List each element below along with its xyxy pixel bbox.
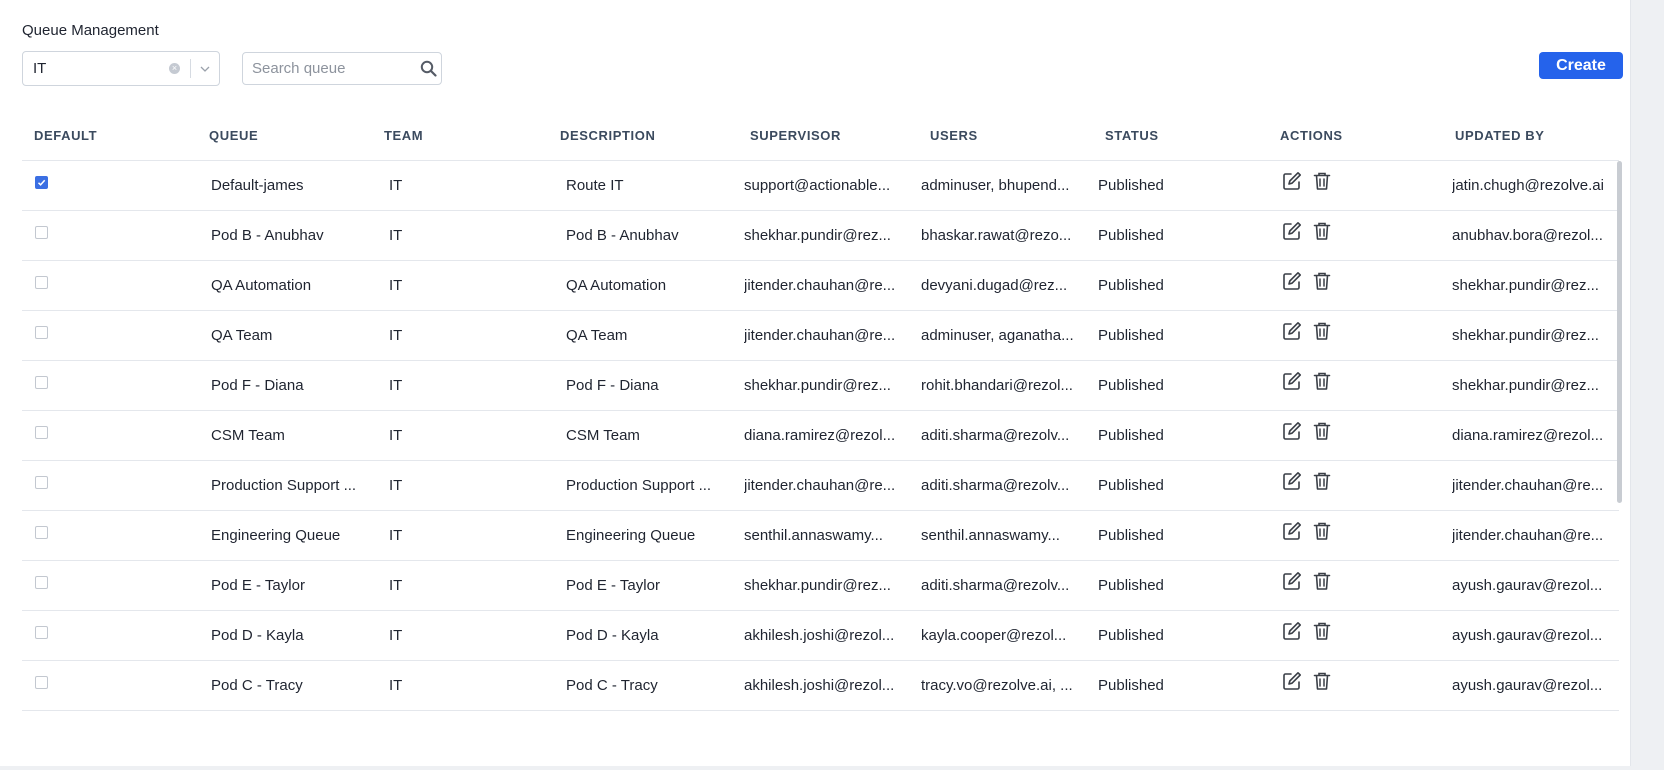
users-cell: adminuser, bhupend... [921, 177, 1070, 194]
queue-name-cell: Pod B - Anubhav [211, 227, 324, 244]
users-cell: tracy.vo@rezolve.ai, ... [921, 677, 1073, 694]
edit-icon[interactable] [1281, 270, 1303, 292]
edit-icon[interactable] [1281, 320, 1303, 342]
edit-icon[interactable] [1281, 470, 1303, 492]
description-cell: Pod E - Taylor [566, 577, 660, 594]
trash-icon[interactable] [1311, 620, 1333, 642]
status-cell: Published [1098, 277, 1164, 294]
status-cell: Published [1098, 627, 1164, 644]
search-input[interactable] [243, 59, 415, 78]
queue-name-cell: Default-james [211, 177, 304, 194]
table-row[interactable] [22, 261, 1619, 311]
updated-by-cell: jatin.chugh@rezolve.ai [1452, 177, 1604, 194]
supervisor-cell: jitender.chauhan@re... [744, 327, 896, 344]
status-cell: Published [1098, 577, 1164, 594]
trash-icon[interactable] [1311, 470, 1333, 492]
team-cell: IT [389, 377, 403, 394]
default-checkbox[interactable] [35, 426, 48, 439]
default-checkbox[interactable] [35, 376, 48, 389]
updated-by-cell: diana.ramirez@rezol... [1452, 427, 1604, 444]
default-checkbox[interactable] [35, 476, 48, 489]
users-cell: rohit.bhandari@rezol... [921, 377, 1073, 394]
description-cell: QA Team [566, 327, 628, 344]
supervisor-cell: shekhar.pundir@rez... [744, 227, 891, 244]
default-checkbox[interactable] [35, 276, 48, 289]
create-button[interactable]: Create [1539, 52, 1623, 79]
updated-by-cell: shekhar.pundir@rez... [1452, 277, 1599, 294]
default-checkbox[interactable] [35, 626, 48, 639]
queue-name-cell: CSM Team [211, 427, 285, 444]
row-actions [1281, 370, 1333, 392]
description-cell: Pod C - Tracy [566, 677, 658, 694]
search-box [242, 52, 442, 85]
team-cell: IT [389, 627, 403, 644]
queue-name-cell: Pod C - Tracy [211, 677, 303, 694]
trash-icon[interactable] [1311, 670, 1333, 692]
supervisor-cell: shekhar.pundir@rez... [744, 377, 891, 394]
supervisor-cell: shekhar.pundir@rez... [744, 577, 891, 594]
default-checkbox[interactable] [35, 676, 48, 689]
column-header-updated-by: UPDATED BY [1455, 128, 1545, 143]
table-row[interactable] [22, 211, 1619, 261]
table-row[interactable] [22, 411, 1619, 461]
edit-icon[interactable] [1281, 520, 1303, 542]
status-cell: Published [1098, 477, 1164, 494]
table-bottom-mask [22, 720, 1622, 766]
team-cell: IT [389, 477, 403, 494]
users-cell: aditi.sharma@rezolv... [921, 427, 1070, 444]
table-row[interactable] [22, 661, 1619, 711]
queue-name-cell: Engineering Queue [211, 527, 341, 544]
users-cell: aditi.sharma@rezolv... [921, 477, 1070, 494]
team-cell: IT [389, 227, 403, 244]
trash-icon[interactable] [1311, 520, 1333, 542]
supervisor-cell: akhilesh.joshi@rezol... [744, 677, 895, 694]
updated-by-cell: anubhav.bora@rezol... [1452, 227, 1603, 244]
table-header [22, 112, 1619, 161]
row-actions [1281, 620, 1333, 642]
edit-icon[interactable] [1281, 670, 1303, 692]
clear-icon[interactable]: × [169, 63, 180, 74]
table-row[interactable] [22, 611, 1619, 661]
users-cell: bhaskar.rawat@rezo... [921, 227, 1072, 244]
status-cell: Published [1098, 377, 1164, 394]
trash-icon[interactable] [1311, 320, 1333, 342]
supervisor-cell: diana.ramirez@rezol... [744, 427, 896, 444]
column-header-users: USERS [930, 128, 978, 143]
edit-icon[interactable] [1281, 370, 1303, 392]
updated-by-cell: jitender.chauhan@re... [1452, 527, 1604, 544]
users-cell: kayla.cooper@rezol... [921, 627, 1067, 644]
status-cell: Published [1098, 427, 1164, 444]
status-cell: Published [1098, 177, 1164, 194]
column-header-team: TEAM [384, 128, 424, 143]
queue-name-cell: Pod D - Kayla [211, 627, 304, 644]
column-header-queue: QUEUE [209, 128, 259, 143]
default-checkbox[interactable] [35, 326, 48, 339]
column-header-description: DESCRIPTION [560, 128, 656, 143]
team-cell: IT [389, 677, 403, 694]
queue-name-cell: Pod F - Diana [211, 377, 304, 394]
column-header-actions: ACTIONS [1280, 128, 1343, 143]
column-header-status: STATUS [1105, 128, 1159, 143]
row-actions [1281, 170, 1333, 192]
description-cell: Route IT [566, 177, 624, 194]
default-checkbox[interactable] [35, 526, 48, 539]
page-title: Queue Management [22, 22, 159, 39]
edit-icon[interactable] [1281, 220, 1303, 242]
team-cell: IT [389, 177, 403, 194]
trash-icon[interactable] [1311, 570, 1333, 592]
edit-icon[interactable] [1281, 170, 1303, 192]
status-cell: Published [1098, 327, 1164, 344]
trash-icon[interactable] [1311, 370, 1333, 392]
supervisor-cell: jitender.chauhan@re... [744, 277, 896, 294]
supervisor-cell: senthil.annaswamy... [744, 527, 883, 544]
search-icon[interactable] [415, 60, 441, 77]
users-cell: aditi.sharma@rezolv... [921, 577, 1070, 594]
team-cell: IT [389, 527, 403, 544]
row-actions [1281, 320, 1333, 342]
table-row[interactable] [22, 561, 1619, 611]
supervisor-cell: support@actionable... [744, 177, 891, 194]
default-checkbox[interactable] [35, 576, 48, 589]
default-checkbox[interactable] [35, 226, 48, 239]
updated-by-cell: ayush.gaurav@rezol... [1452, 627, 1603, 644]
team-cell: IT [389, 427, 403, 444]
description-cell: QA Automation [566, 277, 667, 294]
queue-name-cell: Production Support ... [211, 477, 357, 494]
table-row[interactable] [22, 311, 1619, 361]
updated-by-cell: ayush.gaurav@rezol... [1452, 577, 1603, 594]
status-cell: Published [1098, 677, 1164, 694]
users-cell: senthil.annaswamy... [921, 527, 1060, 544]
edit-icon[interactable] [1281, 570, 1303, 592]
row-actions [1281, 270, 1333, 292]
column-header-default: DEFAULT [34, 128, 98, 143]
supervisor-cell: jitender.chauhan@re... [744, 477, 896, 494]
edit-icon[interactable] [1281, 620, 1303, 642]
description-cell: Pod D - Kayla [566, 627, 659, 644]
column-header-supervisor: SUPERVISOR [750, 128, 842, 143]
description-cell: CSM Team [566, 427, 640, 444]
row-actions [1281, 570, 1333, 592]
team-cell: IT [389, 577, 403, 594]
updated-by-cell: ayush.gaurav@rezol... [1452, 677, 1603, 694]
row-actions [1281, 220, 1333, 242]
queue-name-cell: QA Team [211, 327, 273, 344]
team-select-value: IT [33, 60, 47, 77]
trash-icon[interactable] [1311, 170, 1333, 192]
row-actions [1281, 470, 1333, 492]
table-row[interactable] [22, 361, 1619, 411]
description-cell: Engineering Queue [566, 527, 696, 544]
updated-by-cell: shekhar.pundir@rez... [1452, 327, 1599, 344]
updated-by-cell: jitender.chauhan@re... [1452, 477, 1604, 494]
users-cell: devyani.dugad@rez... [921, 277, 1068, 294]
row-actions [1281, 520, 1333, 542]
table-scrollbar[interactable] [1617, 161, 1622, 503]
trash-icon[interactable] [1311, 420, 1333, 442]
description-cell: Production Support ... [566, 477, 712, 494]
default-checkbox[interactable] [35, 176, 48, 189]
table-row[interactable] [22, 511, 1619, 561]
updated-by-cell: shekhar.pundir@rez... [1452, 377, 1599, 394]
edit-icon[interactable] [1281, 420, 1303, 442]
row-actions [1281, 670, 1333, 692]
row-actions [1281, 420, 1333, 442]
status-cell: Published [1098, 527, 1164, 544]
queue-name-cell: QA Automation [211, 277, 312, 294]
team-cell: IT [389, 277, 403, 294]
users-cell: adminuser, aganatha... [921, 327, 1074, 344]
trash-icon[interactable] [1311, 270, 1333, 292]
status-cell: Published [1098, 227, 1164, 244]
team-select[interactable] [22, 51, 220, 86]
chevron-down-icon[interactable] [191, 66, 219, 72]
description-cell: Pod B - Anubhav [566, 227, 679, 244]
description-cell: Pod F - Diana [566, 377, 659, 394]
queue-name-cell: Pod E - Taylor [211, 577, 305, 594]
trash-icon[interactable] [1311, 220, 1333, 242]
supervisor-cell: akhilesh.joshi@rezol... [744, 627, 895, 644]
team-cell: IT [389, 327, 403, 344]
table-row[interactable] [22, 461, 1619, 511]
queue-table-body [22, 161, 1619, 732]
table-row[interactable] [22, 161, 1619, 211]
